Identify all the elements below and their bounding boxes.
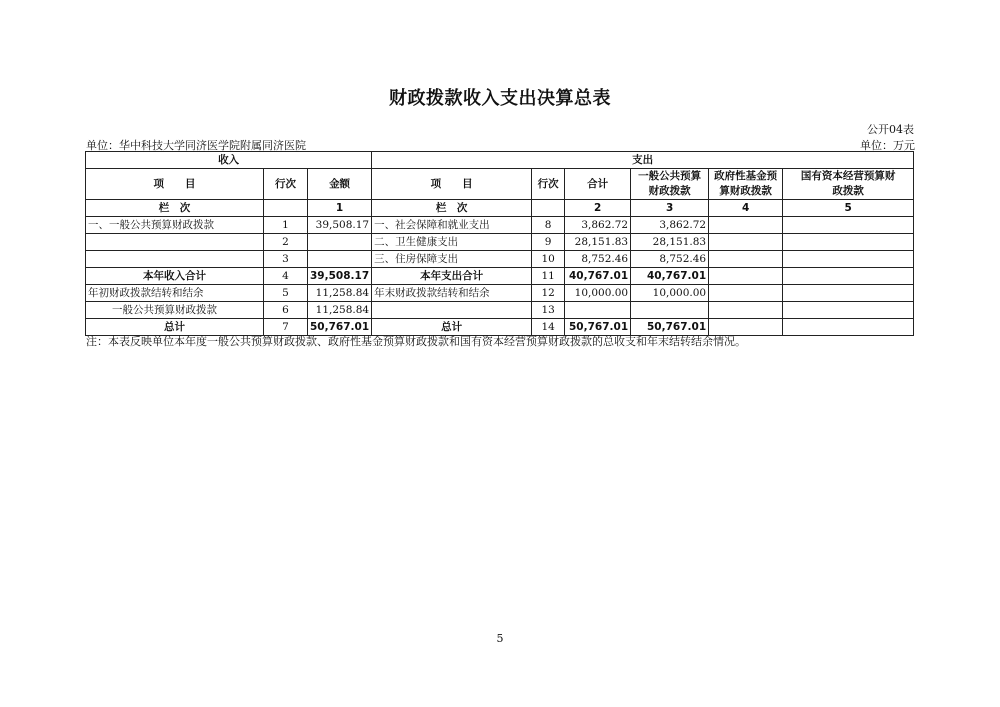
- income-amount: 50,767.01: [308, 319, 372, 336]
- footnote: 注：本表反映单位本年度一般公共预算财政拨款、政府性基金预算财政拨款和国有资本经营预算财政拨款的总收支和年末结转结余情况。: [86, 335, 746, 348]
- income-amount: [308, 251, 372, 268]
- expense-gov-fund: [709, 302, 783, 319]
- gov-fund-header: 政府性基金预算财政拨款: [709, 169, 783, 200]
- expense-col-index-4: 4: [709, 200, 783, 217]
- empty-cell: [532, 200, 565, 217]
- expense-row-no: 14: [532, 319, 565, 336]
- expense-general-budget: 40,767.01: [631, 268, 709, 285]
- expense-item: 总计: [372, 319, 532, 336]
- expense-gov-fund: [709, 268, 783, 285]
- table-row: [86, 251, 914, 268]
- expense-col-label: 栏 次: [372, 200, 532, 217]
- expense-row-no-header: 行次: [532, 169, 565, 200]
- expense-gov-fund: [709, 285, 783, 302]
- expense-item: 年末财政拨款结转和结余: [372, 285, 532, 302]
- income-row-no: 6: [264, 302, 308, 319]
- page-title: 财政拨款收入支出决算总表: [389, 88, 611, 109]
- expense-general-budget: 8,752.46: [631, 251, 709, 268]
- expense-item: 本年支出合计: [372, 268, 532, 285]
- expense-gov-fund: [709, 234, 783, 251]
- expense-total: [565, 302, 631, 319]
- income-item: 一、一般公共预算财政拨款: [86, 217, 264, 234]
- income-amount: 11,258.84: [308, 302, 372, 319]
- expense-row-no: 12: [532, 285, 565, 302]
- expense-total: 3,862.72: [565, 217, 631, 234]
- state-capital-header: 国有资本经营预算财政拨款: [783, 169, 914, 200]
- expense-general-budget: 28,151.83: [631, 234, 709, 251]
- header-row-columns: [86, 169, 914, 200]
- header-row-group: [86, 152, 914, 169]
- expense-general-budget: 3,862.72: [631, 217, 709, 234]
- income-row-no: 5: [264, 285, 308, 302]
- form-number: 公开04表: [867, 123, 914, 136]
- expense-row-no: 8: [532, 217, 565, 234]
- expense-col-index-3: 3: [631, 200, 709, 217]
- expense-state-capital: [783, 251, 914, 268]
- income-amount: 39,508.17: [308, 268, 372, 285]
- expense-col-index-5: 5: [783, 200, 914, 217]
- expense-state-capital: [783, 285, 914, 302]
- table-row: [86, 234, 914, 251]
- unit-currency: 单位：万元: [860, 139, 915, 152]
- page-number: 5: [496, 632, 504, 645]
- income-row-no: 3: [264, 251, 308, 268]
- income-item: 本年收入合计: [86, 268, 264, 285]
- expense-item: 二、卫生健康支出: [372, 234, 532, 251]
- income-col-index-1: 1: [308, 200, 372, 217]
- income-item: 年初财政拨款结转和结余: [86, 285, 264, 302]
- expense-state-capital: [783, 234, 914, 251]
- expense-general-budget: [631, 302, 709, 319]
- income-amount: [308, 234, 372, 251]
- income-amount: 11,258.84: [308, 285, 372, 302]
- income-row-no: 2: [264, 234, 308, 251]
- budget-summary-table: [85, 151, 914, 336]
- income-row-no: 4: [264, 268, 308, 285]
- empty-cell: [264, 200, 308, 217]
- expense-total-header: 合计: [565, 169, 631, 200]
- expense-gov-fund: [709, 251, 783, 268]
- general-budget-header: 一般公共预算财政拨款: [631, 169, 709, 200]
- income-row-no: 7: [264, 319, 308, 336]
- expense-gov-fund: [709, 217, 783, 234]
- income-item-header: 项 目: [86, 169, 264, 200]
- expense-state-capital: [783, 217, 914, 234]
- expense-item: 三、住房保障支出: [372, 251, 532, 268]
- expense-state-capital: [783, 268, 914, 285]
- expense-col-index-2: 2: [565, 200, 631, 217]
- expense-total: 10,000.00: [565, 285, 631, 302]
- unit-row: [86, 137, 915, 151]
- income-amount-header: 金额: [308, 169, 372, 200]
- column-index-row: [86, 200, 914, 217]
- income-row-no: 1: [264, 217, 308, 234]
- income-row-no-header: 行次: [264, 169, 308, 200]
- income-item: [86, 251, 264, 268]
- table-row: [86, 285, 914, 302]
- income-item: 一般公共预算财政拨款: [86, 302, 264, 319]
- expense-item: 一、社会保障和就业支出: [372, 217, 532, 234]
- table-row-subtotal: [86, 268, 914, 285]
- income-col-label: 栏 次: [86, 200, 264, 217]
- expense-item: [372, 302, 532, 319]
- expense-group-header: 支出: [372, 152, 914, 169]
- expense-row-no: 10: [532, 251, 565, 268]
- expense-row-no: 11: [532, 268, 565, 285]
- expense-total: 50,767.01: [565, 319, 631, 336]
- table-row: [86, 302, 914, 319]
- unit-organization: 单位：华中科技大学同济医学院附属同济医院: [86, 139, 306, 152]
- expense-item-header: 项 目: [372, 169, 532, 200]
- table-row: [86, 217, 914, 234]
- expense-state-capital: [783, 302, 914, 319]
- expense-row-no: 9: [532, 234, 565, 251]
- income-group-header: 收入: [86, 152, 372, 169]
- income-item: 总计: [86, 319, 264, 336]
- expense-state-capital: [783, 319, 914, 336]
- expense-row-no: 13: [532, 302, 565, 319]
- expense-total: 40,767.01: [565, 268, 631, 285]
- expense-general-budget: 10,000.00: [631, 285, 709, 302]
- expense-total: 8,752.46: [565, 251, 631, 268]
- expense-general-budget: 50,767.01: [631, 319, 709, 336]
- expense-total: 28,151.83: [565, 234, 631, 251]
- income-amount: 39,508.17: [308, 217, 372, 234]
- income-item: [86, 234, 264, 251]
